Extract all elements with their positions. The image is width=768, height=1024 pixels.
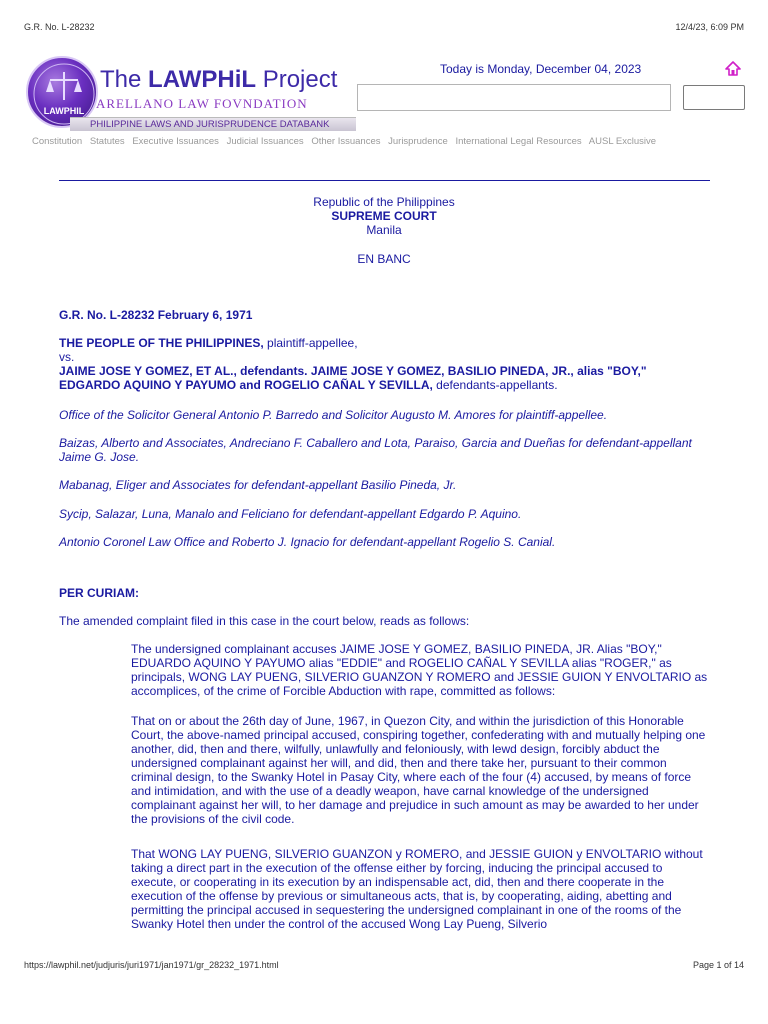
print-title: G.R. No. L-28232	[24, 22, 95, 32]
court-line: SUPREME COURT	[331, 209, 437, 223]
counsel-3: Mabanag, Eliger and Associates for defendant-appellant Basilio Pineda, Jr.	[59, 478, 457, 492]
today-date: Today is Monday, December 04, 2023	[440, 62, 642, 76]
case-number-date: G.R. No. L-28232 February 6, 1971	[59, 308, 253, 322]
nav-international-legal-resources[interactable]: International Legal Resources	[455, 136, 582, 147]
quoted-paragraph-2: That on or about the 26th day of June, 1967, in Quezon City, and within the jurisdiction of this Honorable Court, the above-named principal accused, conspiring together, confederating with and mutually helping one another, did, then and there, wilfully, unlawfully and feloniously, with lewd design, forcibly abduct the undersigned complainant against her will, and did, then and there take her, pursuant to their common criminal design, to the Swanky Hotel in Pasay City, where each of the four (4) accused, by means of force and intimidation, and with the use of a deadly weapon, have carnal knowledge of the undersigned complainant against her will, to her damage and prejudice in such amount as may be awarded to her under the provisions of the civil code.	[131, 714, 706, 826]
print-datetime: 12/4/23, 6:09 PM	[675, 22, 744, 32]
intro-paragraph: The amended complaint filed in this case in the court below, reads as follows:	[59, 614, 470, 628]
vs-line: vs.	[59, 350, 75, 364]
print-footer	[24, 960, 744, 972]
counsel-1: Office of the Solicitor General Antonio P. Barredo and Solicitor Augusto M. Amores for plaintiff-appellee.	[59, 408, 608, 422]
republic-line: Republic of the Philippines	[313, 195, 455, 209]
quoted-paragraph-1: The undersigned complainant accuses JAIME JOSE Y GOMEZ, BASILIO PINEDA, JR. Alias "BOY," EDUARDO AQUINO Y PAYUMO alias "EDDIE" and ROGELIO CAÑAL Y SEVILLA alias "ROGER," as principals, WONG LAY PUENG, SILVERIO GUANZON Y ROMERO and JESSIE GUION Y ENVOLTARIO as accomplices, of the crime of Forcible Abduction with rape, committed as follows:	[131, 642, 708, 698]
seal-text: LAWPHIL	[43, 106, 85, 116]
page-url: https://lawphil.net/judjuris/juri1971/jan1971/gr_28232_1971.html	[24, 960, 279, 970]
defendants-line-2: EDGARDO AQUINO Y PAYUMO and ROGELIO CAÑAL Y SEVILLA, defendants-appellants.	[59, 378, 558, 392]
counsel-4: Sycip, Salazar, Luna, Manalo and Feliciano for defendant-appellant Edgardo P. Aquino.	[59, 507, 522, 521]
quoted-paragraph-3: That WONG LAY PUENG, SILVERIO GUANZON y ROMERO, and JESSIE GUION y ENVOLTARIO without taking a direct part in the execution of the offense either by forcing, inducing the principal accused to execute, or cooperating in its execution by an indispensable act, did, then and there cooperate in the execution of the offense by previous or simultaneous acts, that is, by cooperating, aiding, abetting and permitting the principal accused in sequestering the undersigned complainant in one of the rooms of the Swanky Hotel then under the control of the accused Wong Lay Pueng, Silverio	[131, 847, 703, 931]
site-banner[interactable]	[24, 54, 356, 134]
plaintiff-line: THE PEOPLE OF THE PHILIPPINES, plaintiff-appellee,	[59, 336, 358, 350]
nav-ausl-exclusive[interactable]: AUSL Exclusive	[588, 136, 657, 147]
brand-strip: PHILIPPINE LAWS AND JURISPRUDENCE DATABANK	[70, 117, 356, 131]
print-header	[24, 22, 744, 34]
counsel-2: Baizas, Alberto and Associates, Andreciano F. Caballero and Lota, Paraiso, Garcia and Dueñas for defendant-appellant Jaime G. Jose.	[59, 436, 692, 464]
divider	[59, 180, 710, 181]
nav-constitution[interactable]: Constitution	[32, 136, 83, 147]
home-icon[interactable]	[725, 61, 741, 77]
search-input[interactable]	[357, 84, 671, 111]
case-parties	[59, 336, 709, 392]
brand-subtitle: ARELLANO LAW FOVNDATION	[96, 96, 308, 111]
court-heading	[0, 195, 768, 237]
page-number: Page 1 of 14	[692, 960, 744, 970]
nav-other-issuances[interactable]: Other Issuances	[311, 136, 381, 147]
counsel-5: Antonio Coronel Law Office and Roberto J. Ignacio for defendant-appellant Rogelio S. Canial.	[59, 535, 556, 549]
nav-statutes[interactable]: Statutes	[89, 136, 125, 147]
brand-title: The LAWPHiL Project	[100, 66, 338, 93]
nav-judicial-issuances[interactable]: Judicial Issuances	[226, 136, 304, 147]
nav-executive-issuances[interactable]: Executive Issuances	[132, 136, 219, 147]
search-button[interactable]	[683, 85, 745, 110]
division-line: EN BANC	[357, 252, 411, 266]
top-nav	[32, 136, 661, 147]
defendants-line-1: JAIME JOSE Y GOMEZ, ET AL., defendants. JAIME JOSE Y GOMEZ, BASILIO PINEDA, JR., alias "BOY,"	[59, 364, 647, 378]
nav-jurisprudence[interactable]: Jurisprudence	[388, 136, 448, 147]
city-line: Manila	[366, 223, 402, 237]
per-curiam-heading: PER CURIAM:	[59, 586, 139, 600]
